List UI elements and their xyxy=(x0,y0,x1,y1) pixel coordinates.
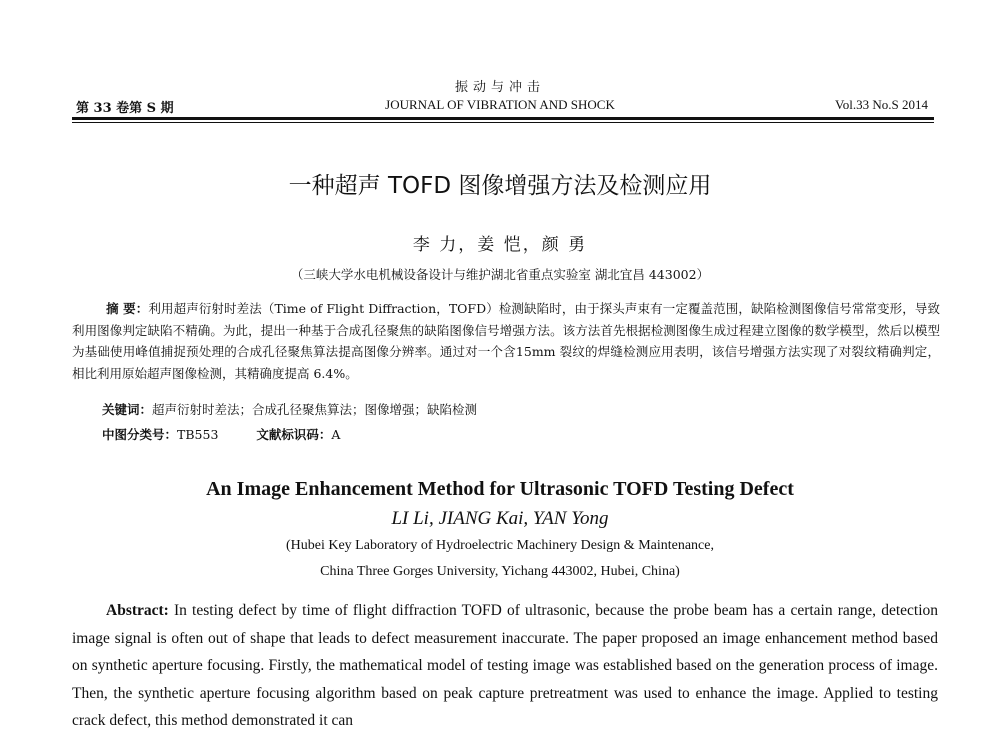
keywords-text-chinese: 超声衍射时差法；合成孔径聚焦算法；图像增强；缺陷检测 xyxy=(152,402,478,417)
doc-code-value: A xyxy=(331,427,341,442)
keywords-chinese xyxy=(102,400,477,418)
volume-issue-english: Vol.33 No.S 2014 xyxy=(835,97,928,112)
affiliation-chinese: （三峡大学水电机械设备设计与维护湖北省重点实验室 湖北宜昌 443002） xyxy=(290,267,710,282)
clc-label: 中图分类号： xyxy=(102,427,178,442)
authors-chinese: 李 力，姜 恺，颜 勇 xyxy=(412,235,588,255)
affiliation-english-line1: (Hubei Key Laboratory of Hydroelectric Machinery Design & Maintenance, xyxy=(285,538,714,553)
keywords-label-chinese: 关键词： xyxy=(102,402,153,417)
doc-code-label: 文献标识码： xyxy=(256,427,332,442)
journal-name-english: JOURNAL OF VIBRATION AND SHOCK xyxy=(385,97,615,112)
header-rule-thin xyxy=(72,122,934,123)
abstract-label-english: Abstract: xyxy=(106,602,169,619)
journal-name-chinese: 振动与冲击 xyxy=(454,80,545,95)
abstract-text-english: In testing defect by time of flight diffraction TOFD of ultrasonic, because the probe beam has a certain range, detection image signal is often out of shape that leads to defect measurement inaccurate. The paper proposed an image enhancement method based on synthetic aperture focusing. Firstly, the mathematical model of testing image was established based on the generation process of image. Then, the synthetic aperture focusing algorithm based on peak capture pretreatment was used to enhance the image. Applied to testing crack defect, this method demonstrated it can xyxy=(72,602,938,729)
paper-title-english: An Image Enhancement Method for Ultrasonic TOFD Testing Defect xyxy=(206,478,794,500)
paper-title-chinese: 一种超声 TOFD 图像增强方法及检测应用 xyxy=(288,173,712,199)
abstract-label-chinese: 摘 要： xyxy=(106,301,149,316)
abstract-chinese xyxy=(72,298,940,384)
abstract-english xyxy=(72,597,938,735)
abstract-text-chinese: 利用超声衍射时差法（Time of Flight Diffraction，TOFD）检测缺陷时，由于探头声束有一定覆盖范围，缺陷检测图像信号常常变形，导致利用图像判定缺陷不精确。为此，提出一种基于合成孔径聚焦的缺陷图像信号增强方法。该方法首先根据检测图像生成过程建立图像的数学模型，然后以模型为基础使用峰值捕捉预处理的合成孔径聚焦算法提高图像分辨率。通过对一个含15mm 裂纹的焊缝检测应用表明，该信号增强方法实现了对裂纹精确判定，相比利用原始超声图像检测，其精确度提高 6.4%。 xyxy=(72,301,940,381)
authors-english: LI Li, JIANG Kai, YAN Yong xyxy=(391,508,609,529)
classification-chinese xyxy=(102,425,340,443)
affiliation-english-line2: China Three Gorges University, Yichang 443002, Hubei, China) xyxy=(320,564,680,579)
clc-value: TB553 xyxy=(177,427,219,442)
header-rule-thick xyxy=(72,117,934,120)
volume-issue-chinese: 第 33 卷第 S 期 xyxy=(76,101,174,116)
